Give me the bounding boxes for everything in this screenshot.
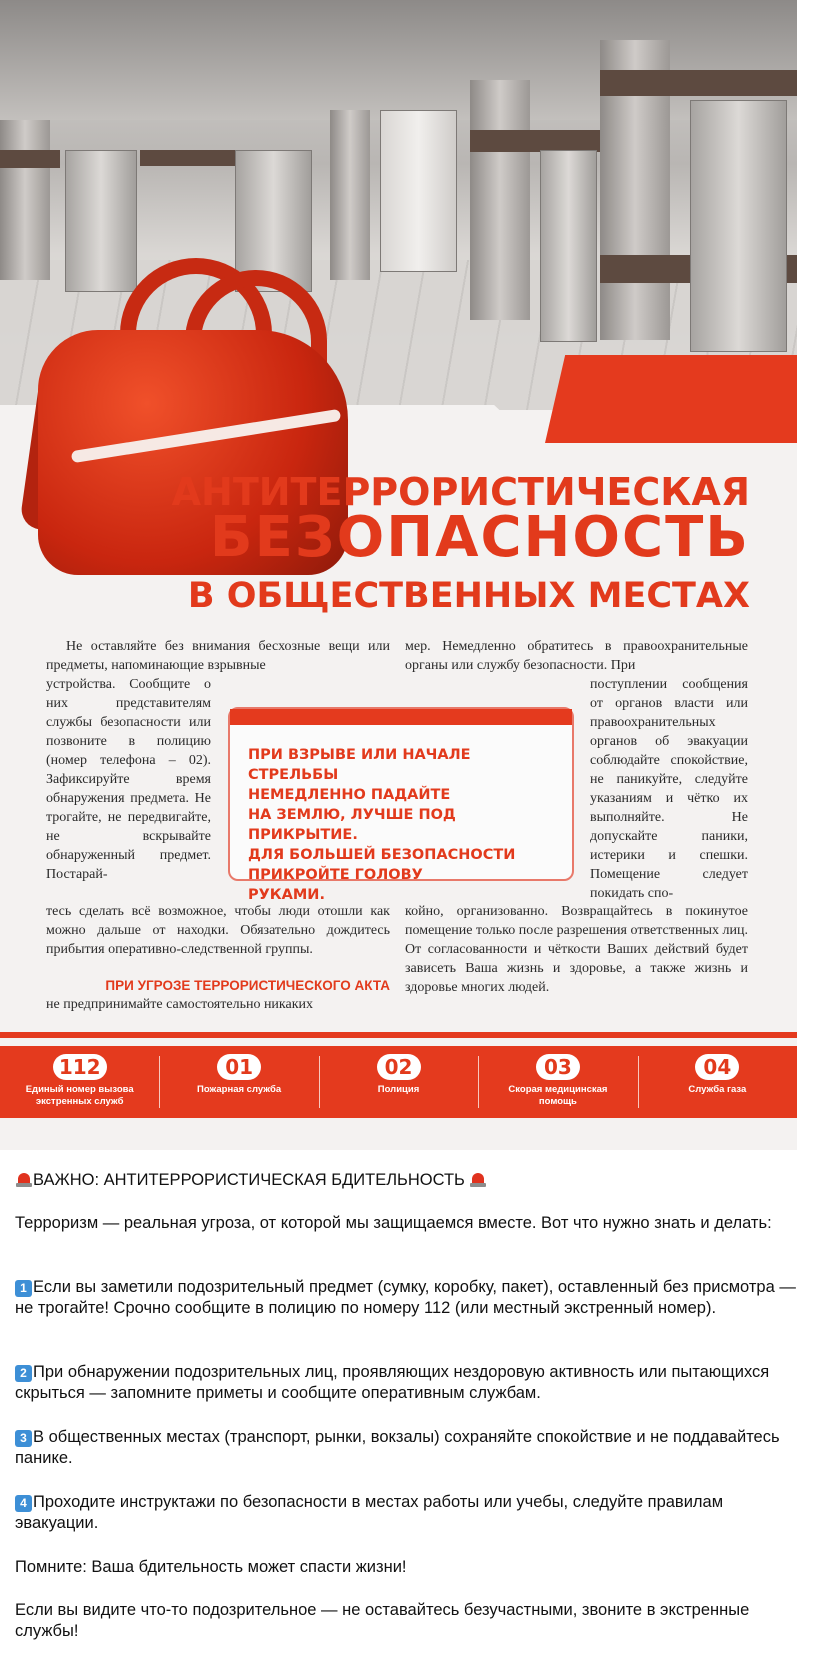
elevator-door [65,150,137,292]
red-divider [0,1032,797,1038]
keycap-4-icon: 4 [15,1495,32,1512]
title-line-3: В ОБЩЕСТВЕННЫХ МЕСТАХ [187,576,750,616]
column-b-top: мер. Немедленно обратитесь в правоохранительные органы или службу безопасности. При [405,639,748,673]
service-112 [0,1046,159,1118]
marble-band [470,130,610,152]
column-a-narrow: устройства. Сообщите о них представителям службы безопасности или позвоните в полицию (номер телефона – 02). Зафиксируйте время обнаружения предмета. Не трогайте, не передвигайте, не вскрывайте обнаруженный предмет. Постарай- [46,677,211,882]
callout-text [248,745,563,905]
item-text: При обнаружении подозрительных лиц, проявляющих нездоровую активность или пытающихся скрыться — запомните приметы и сообщите оперативным службам. [15,1363,770,1402]
message-item-4 [15,1492,805,1534]
title-line-1: АНТИТЕРРОРИСТИЧЕСКАЯ [171,470,750,514]
column-a-last: не предпринимайте самостоятельно никаких [46,997,314,1012]
elevator-door [690,100,787,352]
message-remember: Помните: Ваша бдительность может спасти жизни! [15,1558,407,1576]
service-number: 03 [536,1054,580,1080]
service-number: 112 [53,1054,107,1080]
column-a-bottom: тесь сделать всё возможное, чтобы люди отошли как можно дальше от находки. Обязательно дождитесь прибытия оперативно-следственной группы. [46,904,390,957]
pillar [0,120,50,280]
service-label: Единый номер вызова экстренных служб [25,1084,134,1107]
item-text: Если вы заметили подозрительный предмет (сумку, коробку, пакет), оставленный без присмотра — не трогайте! Срочно сообщите в полицию по номеру 112 (или местный экстренный номер). [15,1278,796,1317]
siren-icon [469,1171,487,1187]
service-gas [638,1046,797,1118]
item-text: В общественных местах (транспорт, рынки, вокзалы) сохраняйте спокойствие и не поддавайтесь панике. [15,1428,780,1467]
pillar [470,80,530,320]
item-text: Проходите инструктажи по безопасности в местах работы или учебы, следуйте правилам эвакуации. [15,1493,724,1532]
emergency-numbers-bar [0,1046,797,1118]
message-intro: Терроризм — реальная угроза, от которой мы защищаемся вместе. Вот что нужно знать и делать: [15,1214,772,1232]
elevator-door [540,150,597,342]
red-accent-shape [545,355,797,443]
column-a-top: Не оставляйте без внимания бесхозные вещи или предметы, напоминающие взрывные [46,639,390,673]
marble-band [140,150,235,166]
callout-line: НА ЗЕМЛЮ, ЛУЧШЕ ПОД ПРИКРЫТИЕ. [248,807,456,843]
column-b-narrow: поступлении сообщения от органов власти или правоохранительных органов об эвакуации соблюдайте спокойствие, не паникуйте, следуйте указаниям и чётко их выполняйте. Не допускайте паники, истерики и спешки. Помещение следует покидать спо- [590,677,748,901]
pillar [330,110,370,280]
keycap-3-icon: 3 [15,1430,32,1447]
service-label: Служба газа [688,1084,747,1095]
service-label: Скорая медицинская помощь [508,1084,608,1107]
message-item-2 [15,1362,805,1404]
message-closing: Если вы видите что-то подозрительное — не оставайтесь безучастными, звоните в экстренные службы! [15,1601,750,1640]
heading-text: ВАЖНО: АНТИТЕРРОРИСТИЧЕСКАЯ БДИТЕЛЬНОСТЬ [33,1171,465,1189]
service-number: 01 [217,1054,261,1080]
service-number: 04 [695,1054,739,1080]
callout-line: ПРИКРОЙТЕ ГОЛОВУ [248,867,423,883]
service-ambulance [478,1046,637,1118]
threat-heading: ПРИ УГРОЗЕ ТЕРРОРИСТИЧЕСКОГО АКТА [105,978,390,993]
callout-line: ДЛЯ БОЛЬШЕЙ БЕЗОПАСНОСТИ [248,847,516,863]
keycap-2-icon: 2 [15,1365,32,1382]
service-number: 02 [377,1054,421,1080]
service-label: Полиция [377,1084,420,1095]
marble-band [600,70,797,96]
explosion-callout [228,707,574,903]
callout-line: ПРИ ВЗРЫВЕ ИЛИ НАЧАЛЕ СТРЕЛЬБЫ [248,747,471,783]
ceiling [0,0,797,120]
title-line-2: БЕЗОПАСНОСТЬ [209,505,750,570]
column-b-bottom: койно, организованно. Возвращайтесь в покинутое помещение только после разрешения ответственных лиц. От согласованности и чёткости Ваших действий будет зависеть Ваша жизнь и здоровье, а также жизнь и здоровье многих людей. [405,904,748,995]
service-fire [159,1046,318,1118]
service-police [319,1046,478,1118]
service-label: Пожарная служба [197,1084,282,1095]
message-item-1 [15,1277,805,1319]
message-item-3 [15,1427,805,1469]
message-heading [15,1170,805,1191]
callout-line: РУКАМИ. [248,887,325,903]
callout-line: НЕМЕДЛЕННО ПАДАЙТЕ [248,787,451,803]
marble-band [0,150,60,168]
window [380,110,457,272]
keycap-1-icon: 1 [15,1280,32,1297]
siren-icon [15,1171,33,1187]
